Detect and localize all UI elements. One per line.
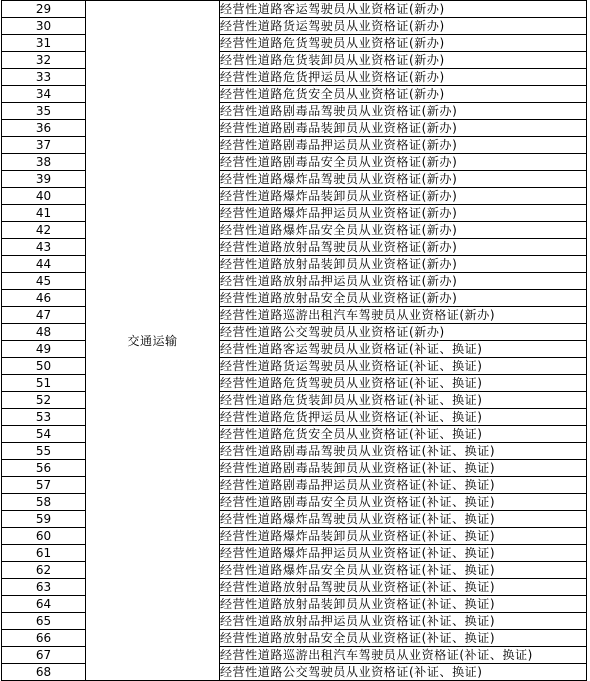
row-number-cell: 53 [2, 409, 86, 426]
row-number-cell: 51 [2, 375, 86, 392]
service-item-cell: 经营性道路危货安全员从业资格证(新办) [220, 86, 587, 103]
service-item-cell: 经营性道路危货驾驶员从业资格证(新办) [220, 35, 587, 52]
row-number-cell: 59 [2, 511, 86, 528]
service-item-cell: 经营性道路货运驾驶员从业资格证(补证、换证) [220, 358, 587, 375]
table-row [2, 1, 587, 18]
service-item-cell: 经营性道路客运驾驶员从业资格证(补证、换证) [220, 341, 587, 358]
row-number-cell: 64 [2, 596, 86, 613]
row-number-cell: 62 [2, 562, 86, 579]
table-body [2, 1, 587, 681]
service-item-cell: 经营性道路爆炸品驾驶员从业资格证(新办) [220, 171, 587, 188]
service-item-cell: 经营性道路剧毒品安全员从业资格证(新办) [220, 154, 587, 171]
service-item-cell: 经营性道路放射品押运员从业资格证(补证、换证) [220, 613, 587, 630]
row-number-cell: 45 [2, 273, 86, 290]
row-number-cell: 63 [2, 579, 86, 596]
row-number-cell: 42 [2, 222, 86, 239]
service-item-cell: 经营性道路剧毒品装卸员从业资格证(补证、换证) [220, 460, 587, 477]
row-number-cell: 50 [2, 358, 86, 375]
row-number-cell: 48 [2, 324, 86, 341]
service-item-cell: 经营性道路爆炸品押运员从业资格证(新办) [220, 205, 587, 222]
service-item-cell: 经营性道路巡游出租汽车驾驶员从业资格证(新办) [220, 307, 587, 324]
row-number-cell: 56 [2, 460, 86, 477]
row-number-cell: 34 [2, 86, 86, 103]
row-number-cell: 49 [2, 341, 86, 358]
row-number-cell: 57 [2, 477, 86, 494]
row-number-cell: 37 [2, 137, 86, 154]
row-number-cell: 47 [2, 307, 86, 324]
row-number-cell: 31 [2, 35, 86, 52]
row-number-cell: 52 [2, 392, 86, 409]
service-item-cell: 经营性道路放射品装卸员从业资格证(新办) [220, 256, 587, 273]
service-item-cell: 经营性道路公交驾驶员从业资格证(新办) [220, 324, 587, 341]
service-item-cell: 经营性道路危货装卸员从业资格证(补证、换证) [220, 392, 587, 409]
row-number-cell: 54 [2, 426, 86, 443]
service-item-cell: 经营性道路货运驾驶员从业资格证(新办) [220, 18, 587, 35]
service-item-cell: 经营性道路客运驾驶员从业资格证(新办) [220, 1, 587, 18]
service-item-cell: 经营性道路剧毒品驾驶员从业资格证(补证、换证) [220, 443, 587, 460]
service-item-cell: 经营性道路剧毒品驾驶员从业资格证(新办) [220, 103, 587, 120]
row-number-cell: 66 [2, 630, 86, 647]
service-item-cell: 经营性道路爆炸品押运员从业资格证(补证、换证) [220, 545, 587, 562]
row-number-cell: 65 [2, 613, 86, 630]
row-number-cell: 55 [2, 443, 86, 460]
row-number-cell: 60 [2, 528, 86, 545]
service-item-cell: 经营性道路爆炸品安全员从业资格证(新办) [220, 222, 587, 239]
row-number-cell: 67 [2, 647, 86, 664]
service-item-cell: 经营性道路危货押运员从业资格证(新办) [220, 69, 587, 86]
service-item-cell: 经营性道路危货押运员从业资格证(补证、换证) [220, 409, 587, 426]
service-item-cell: 经营性道路危货装卸员从业资格证(新办) [220, 52, 587, 69]
row-number-cell: 38 [2, 154, 86, 171]
category-cell: 交通运输 [86, 1, 220, 681]
service-item-cell: 经营性道路爆炸品驾驶员从业资格证(补证、换证) [220, 511, 587, 528]
row-number-cell: 39 [2, 171, 86, 188]
service-item-cell: 经营性道路放射品装卸员从业资格证(补证、换证) [220, 596, 587, 613]
service-item-cell: 经营性道路放射品押运员从业资格证(新办) [220, 273, 587, 290]
service-item-cell: 经营性道路剧毒品押运员从业资格证(新办) [220, 137, 587, 154]
row-number-cell: 58 [2, 494, 86, 511]
service-item-cell: 经营性道路放射品安全员从业资格证(补证、换证) [220, 630, 587, 647]
service-item-cell: 经营性道路剧毒品安全员从业资格证(补证、换证) [220, 494, 587, 511]
service-item-cell: 经营性道路危货驾驶员从业资格证(补证、换证) [220, 375, 587, 392]
row-number-cell: 61 [2, 545, 86, 562]
row-number-cell: 35 [2, 103, 86, 120]
service-item-cell: 经营性道路剧毒品装卸员从业资格证(新办) [220, 120, 587, 137]
service-item-cell: 经营性道路爆炸品装卸员从业资格证(补证、换证) [220, 528, 587, 545]
row-number-cell: 30 [2, 18, 86, 35]
service-item-cell: 经营性道路放射品驾驶员从业资格证(补证、换证) [220, 579, 587, 596]
row-number-cell: 43 [2, 239, 86, 256]
service-item-cell: 经营性道路爆炸品安全员从业资格证(补证、换证) [220, 562, 587, 579]
service-item-cell: 经营性道路公交驾驶员从业资格证(补证、换证) [220, 664, 587, 681]
service-item-cell: 经营性道路爆炸品装卸员从业资格证(新办) [220, 188, 587, 205]
row-number-cell: 36 [2, 120, 86, 137]
row-number-cell: 46 [2, 290, 86, 307]
row-number-cell: 33 [2, 69, 86, 86]
row-number-cell: 44 [2, 256, 86, 273]
service-items-table [1, 0, 587, 681]
row-number-cell: 29 [2, 1, 86, 18]
row-number-cell: 40 [2, 188, 86, 205]
service-item-cell: 经营性道路巡游出租汽车驾驶员从业资格证(补证、换证) [220, 647, 587, 664]
row-number-cell: 68 [2, 664, 86, 681]
row-number-cell: 32 [2, 52, 86, 69]
service-item-cell: 经营性道路剧毒品押运员从业资格证(补证、换证) [220, 477, 587, 494]
service-item-cell: 经营性道路放射品驾驶员从业资格证(新办) [220, 239, 587, 256]
service-item-cell: 经营性道路放射品安全员从业资格证(新办) [220, 290, 587, 307]
service-item-cell: 经营性道路危货安全员从业资格证(补证、换证) [220, 426, 587, 443]
row-number-cell: 41 [2, 205, 86, 222]
